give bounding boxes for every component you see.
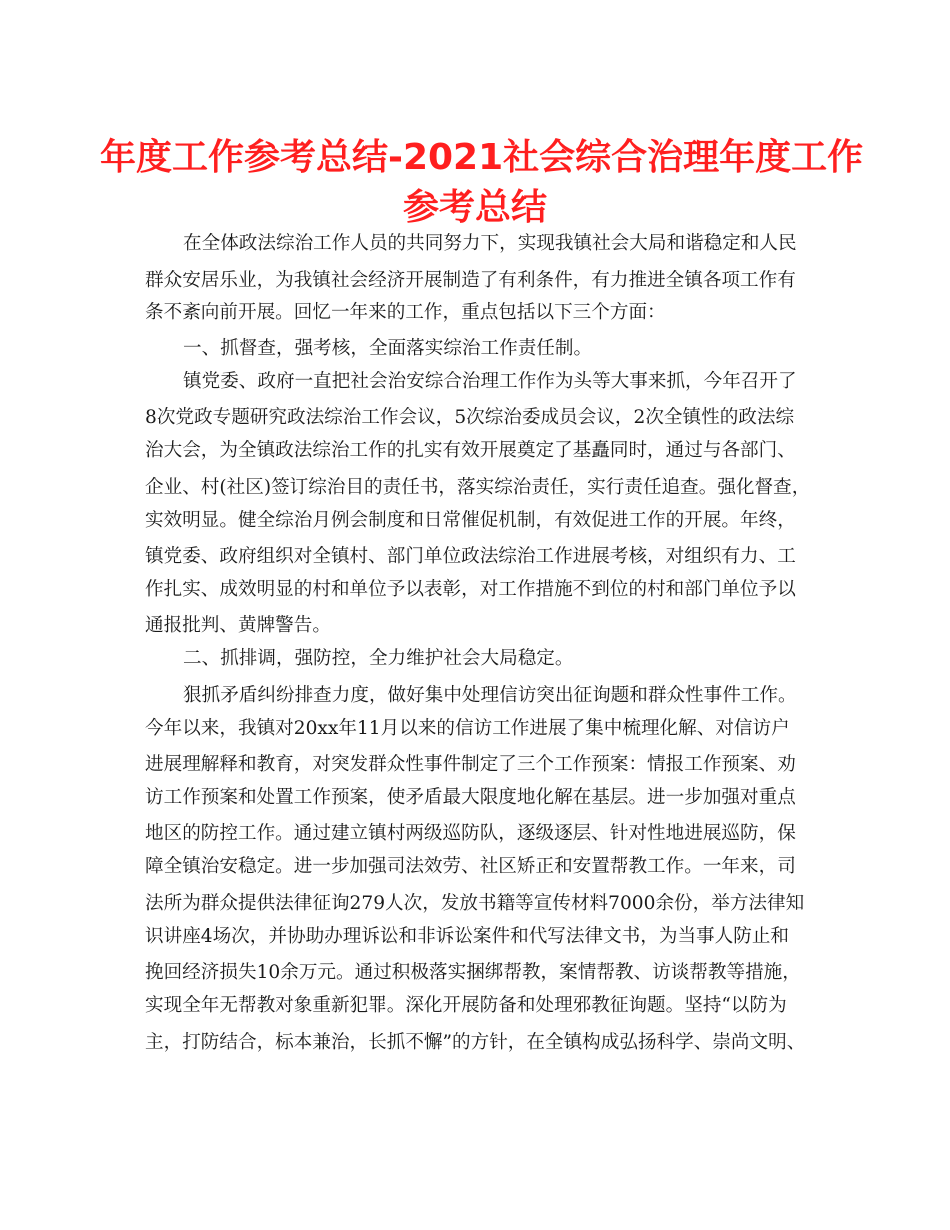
body-line: 群众安居乐业，为我镇社会经济开展制造了有利条件，有力推进全镇各项工作有 [145,270,796,291]
document-title-line-2: 参考总结 [402,187,547,228]
section-heading: 一、抓督查，强考核，全面落实综治工作责任制。 [183,338,593,359]
body-line: 今年以来，我镇对20xx年11月以来的信访工作进展了集中梳理化解、对信访户 [145,718,790,739]
body-line: 作扎实、成效明显的村和单位予以表彰，对工作措施不到位的村和部门单位予以 [145,579,796,600]
body-line: 实现全年无帮教对象重新犯罪。深化开展防备和处理邪教征询题。坚持“以防为 [145,995,787,1016]
body-line: 8次党政专题研究政法综治工作会议，5次综治委成员会议，2次全镇性的政法综 [145,407,795,428]
body-line: 挽回经济损失10余万元。通过积极落实捆绑帮教，案情帮教、访谈帮教等措施， [145,962,801,983]
body-line: 狠抓矛盾纠纷排查力度，做好集中处理信访突出征询题和群众性事件工作。 [183,685,797,706]
body-line: 通报批判、黄牌警告。 [145,615,331,636]
body-line: 主，打防结合，标本兼治，长抓不懈”的方针，在全镇构成弘扬科学、崇尚文明、 [145,1032,806,1053]
body-line: 在全体政法综治工作人员的共同努力下，实现我镇社会大局和谐稳定和人民 [183,233,797,254]
body-line: 进展理解释和教育，对突发群众性事件制定了三个工作预案：情报工作预案、劝 [145,754,796,775]
body-line: 障全镇治安稳定。进一步加强司法效劳、社区矫正和安置帮教工作。一年来，司 [145,856,796,877]
body-line: 治大会，为全镇政法综治工作的扎实有效开展奠定了基矗同时，通过与各部门、 [145,440,796,461]
body-line: 地区的防控工作。通过建立镇村两级巡防队，逐级逐层、针对性地进展巡防，保 [145,823,796,844]
body-line: 镇党委、政府一直把社会治安综合治理工作作为头等大事来抓，今年召开了 [183,371,797,392]
body-line: 法所为群众提供法律征询279人次，发放书籍等宣传材料7000余份，举方法律知 [145,893,805,914]
document-title-line-1: 年度工作参考总结-2021社会综合治理年度工作 [100,137,864,178]
body-line: 条不紊向前开展。回忆一年来的工作，重点包括以下三个方面： [145,302,666,323]
body-line: 访工作预案和处置工作预案，使矛盾最大限度地化解在基层。进一步加强对重点 [145,787,796,808]
body-line: 实效明显。健全综治月例会制度和日常催促机制，有效促进工作的开展。年终， [145,510,796,531]
body-line: 镇党委、政府组织对全镇村、部门单位政法综治工作进展考核，对组织有力、工 [145,546,796,567]
section-heading: 二、抓排调，强防控，全力维护社会大局稳定。 [183,648,574,669]
body-line: 识讲座4场次，并协助办理诉讼和非诉讼案件和代写法律文书，为当事人防止和 [145,926,790,947]
body-line: 企业、村(社区)签订综治目的责任书，落实综治责任，实行责任追查。强化督查， [145,477,811,498]
